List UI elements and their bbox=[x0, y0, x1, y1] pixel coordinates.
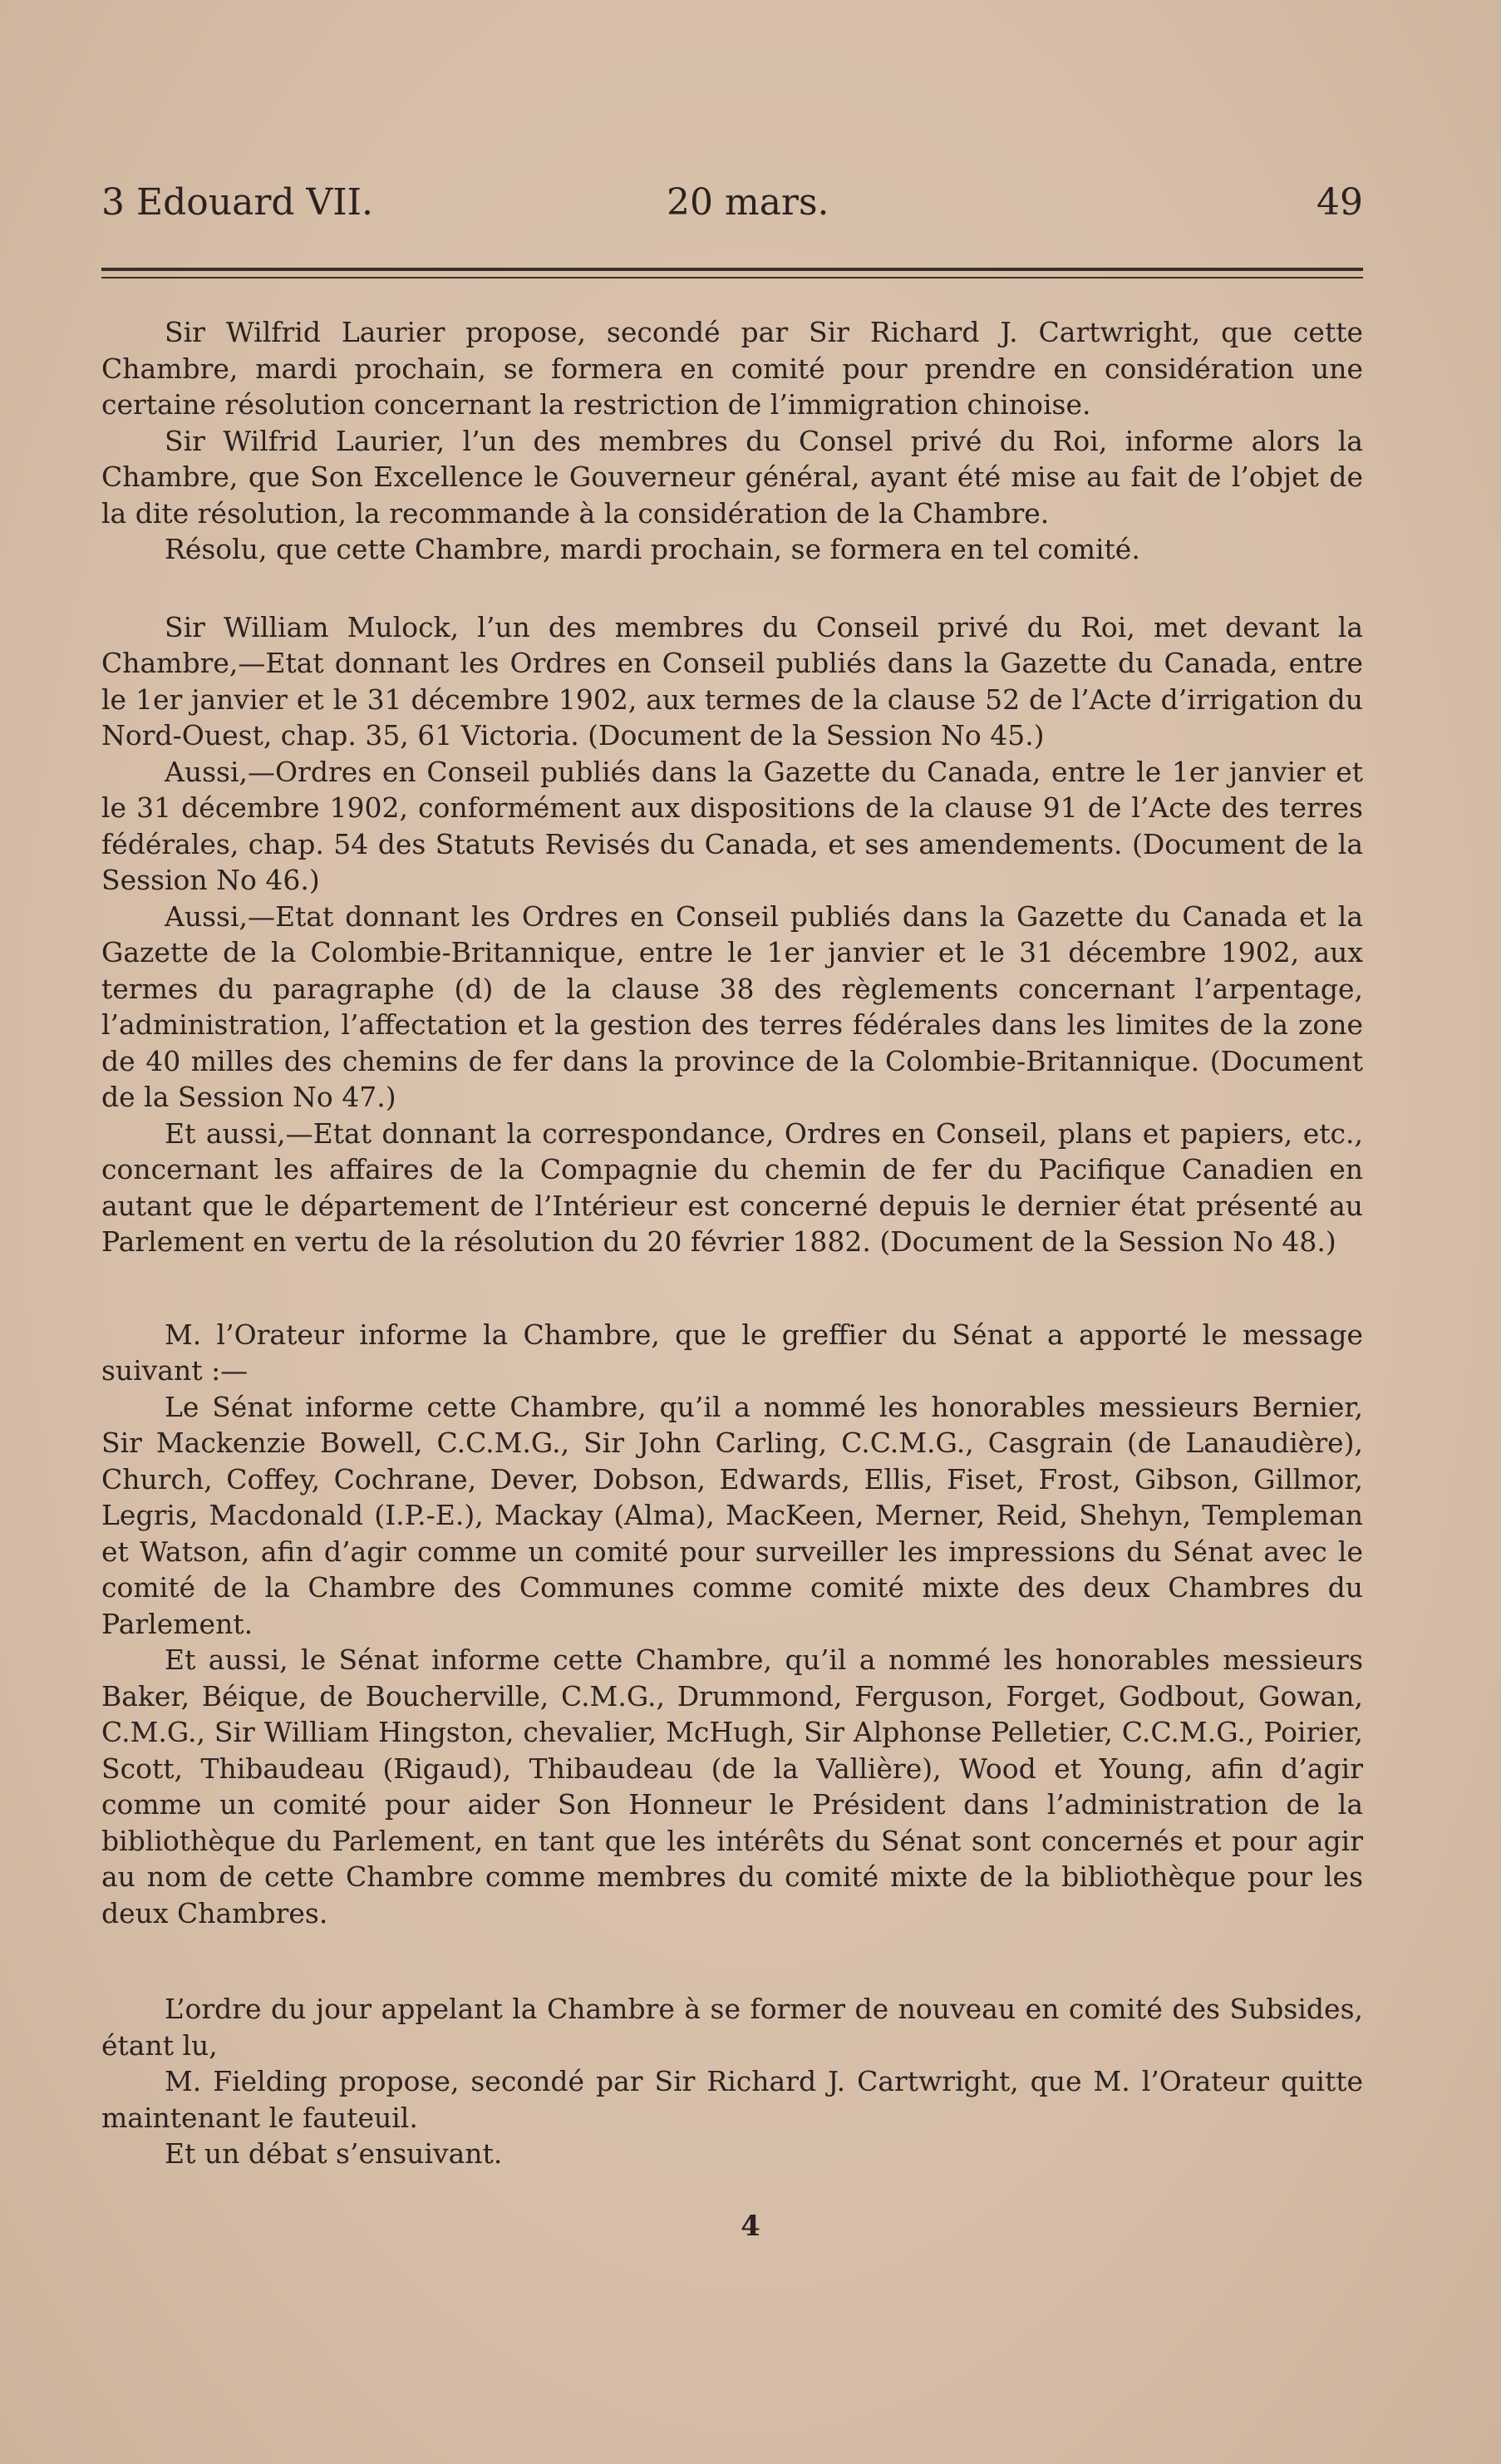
paragraph: M. Fielding propose, secondé par Sir Richard J. Cartwright, que M. l’Orateur quitte maintenant le fauteuil. bbox=[101, 2065, 1363, 2134]
paragraph: Sir Wilfrid Laurier, l’un des membres du Consel privé du Roi, informe alors la Chambre, que Son Excellence le Gouverneur général, ayant été mise au fait de l’objet de la dite résolution, la recommande à la considération de la Chambre. bbox=[101, 424, 1363, 530]
paragraph: Aussi,—Etat donnant les Ordres en Conseil publiés dans la Gazette du Canada et la Gazette de la Colombie-Britannique, entre le 1er janvier et le 31 décembre 1902, aux termes du paragraphe (d) de la clause 38 des règlements concernant l’arpentage, l’administration, l’affectation et la gestion des terres fédérales dans les limites de la zone de 40 milles des chemins de fer dans la province de la Colombie-Britannique. (Document de la Session No 47.) bbox=[101, 899, 1363, 1113]
paragraph: Sir Wilfrid Laurier propose, secondé par Sir Richard J. Cartwright, que cette Chambre, mardi prochain, se formera en comité pour prendre en considération une certaine résolution concernant la restriction de l’immigration chinoise. bbox=[101, 316, 1363, 421]
header-date: 20 mars. bbox=[667, 181, 829, 224]
paragraph: L’ordre du jour appelant la Chambre à se former de nouveau en comité des Subsides, étant lu, bbox=[101, 1993, 1363, 2062]
paragraph: Et un débat s’ensuivant. bbox=[165, 2137, 503, 2170]
paragraph: Sir William Mulock, l’un des membres du Conseil privé du Roi, met devant la Chambre,—Etat donnant les Ordres en Conseil publiés dans la Gazette du Canada, entre le 1er janvier et le 31 décembre 1902, aux termes de la clause 52 de l’Acte d’irrigation du Nord-Ouest, chap. 35, 61 Victoria. (Document de la Session No 45.) bbox=[101, 610, 1363, 752]
paragraph: Résolu, que cette Chambre, mardi prochain, se formera en tel comité. bbox=[165, 533, 1140, 565]
header-regnal-year: 3 Edouard VII. bbox=[101, 181, 374, 224]
header-rule-thin bbox=[101, 277, 1363, 278]
paragraph: Le Sénat informe cette Chambre, qu’il a nommé les honorables messieurs Bernier, Sir Mackenzie Bowell, C.C.M.G., Sir John Carling, C.C.M.G., Casgrain (de Lanaudière), Church, Coffey, Cochrane, Dever, Dobson, Edwards, Ellis, Fiset, Frost, Gibson, Gillmor, Legris, Macdonald (I.P.-E.), Mackay (Alma), MacKeen, Merner, Reid, Shehyn, Templeman et Watson, afin d’agir comme un comité pour surveiller les impressions du Sénat avec le comité de la Chambre des Communes comme comité mixte des deux Chambres du Parlement. bbox=[101, 1390, 1363, 1640]
running-header bbox=[101, 181, 1363, 231]
journal-text bbox=[101, 314, 1363, 2172]
signature-mark: 4 bbox=[741, 2210, 760, 2243]
page-number: 49 bbox=[1316, 181, 1363, 224]
header-rule-thick bbox=[101, 268, 1363, 271]
paragraph: Et aussi,—Etat donnant la correspondance, Ordres en Conseil, plans et papiers, etc., concernant les affaires de la Compagnie du chemin de fer du Pacifique Canadien en autant que le département de l’Intérieur est concerné depuis le dernier état présenté au Parlement en vertu de la résolution du 20 février 1882. (Document de la Session No 48.) bbox=[101, 1116, 1363, 1258]
paragraph: M. l’Orateur informe la Chambre, que le greffier du Sénat a apporté le message suivant :— bbox=[101, 1318, 1363, 1387]
paragraph: Aussi,—Ordres en Conseil publiés dans la Gazette du Canada, entre le 1er janvier et le 31 décembre 1902, conformément aux dispositions de la clause 91 de l’Acte des terres fédérales, chap. 54 des Statuts Revisés du Canada, et ses amendements. (Document de la Session No 46.) bbox=[101, 755, 1363, 896]
paragraph: Et aussi, le Sénat informe cette Chambre, qu’il a nommé les honorables messieurs Baker, Béique, de Boucherville, C.M.G., Drummond, Ferguson, Forget, Godbout, Gowan, C.M.G., Sir William Hingston, chevalier, McHugh, Sir Alphonse Pelletier, C.C.M.G., Poirier, Scott, Thibaudeau (Rigaud), Thibaudeau (de la Vallière), Wood et Young, afin d’agir comme un comité pour aider Son Honneur le Président dans l’administration de la bibliothèque du Parlement, en tant que les intérêts du Sénat sont concernés et pour agir au nom de cette Chambre comme membres du comité mixte de la bibliothèque pour les deux Chambres. bbox=[101, 1643, 1363, 1929]
